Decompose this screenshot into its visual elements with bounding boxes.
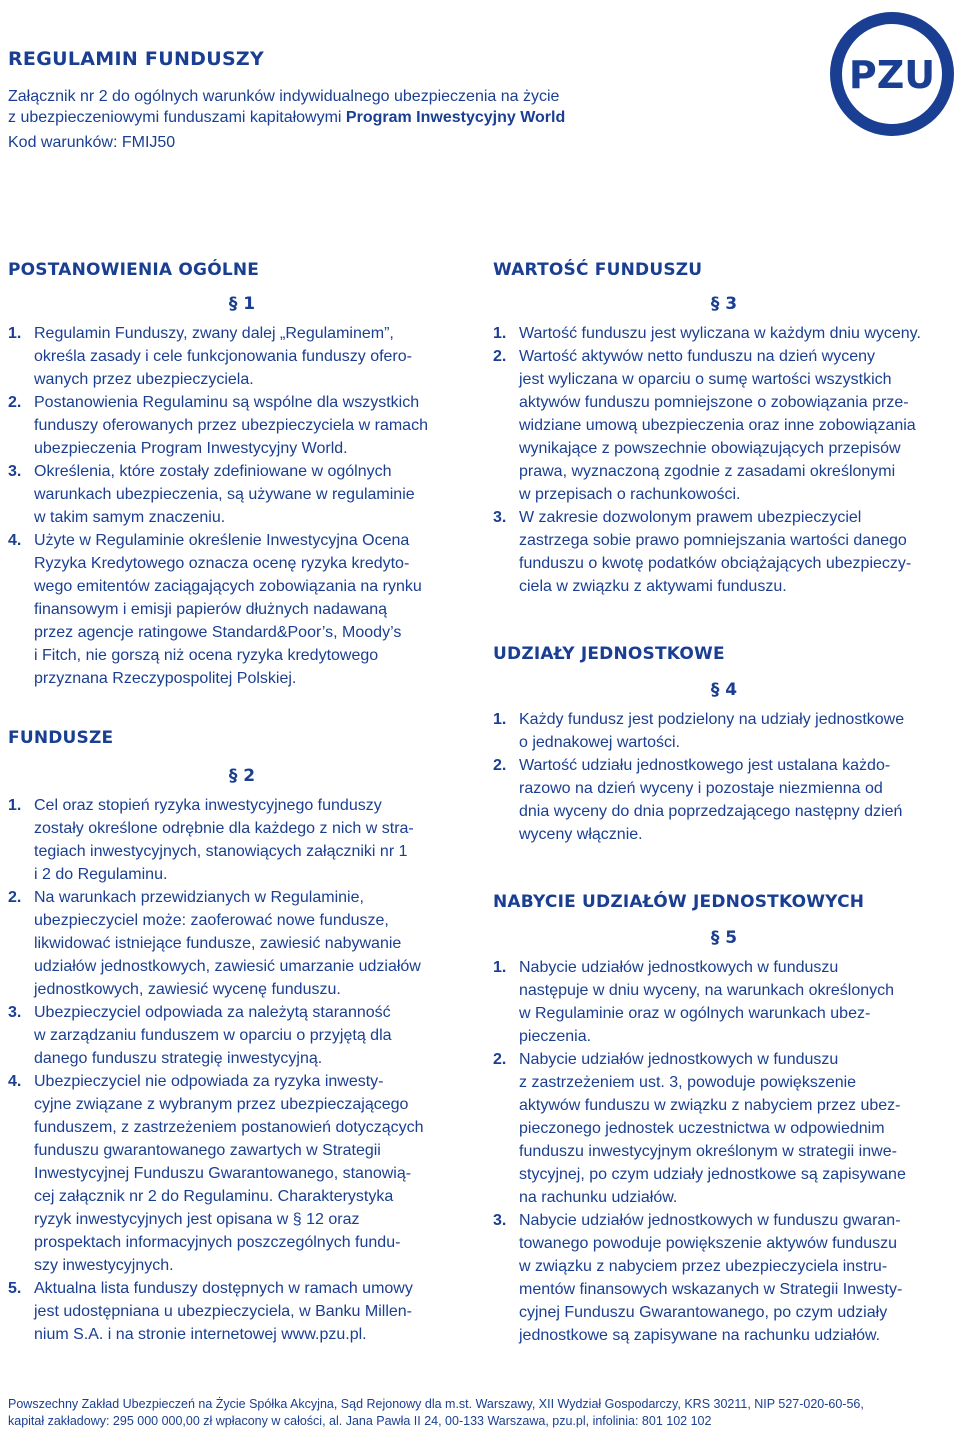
item-number: 1. bbox=[493, 711, 507, 728]
text-line: Aktualna lista funduszy dostępnych w ramach umowy bbox=[34, 1280, 413, 1297]
text-line: Ubezpieczyciel odpowiada za należytą staranność bbox=[34, 1004, 391, 1021]
item-text bbox=[34, 322, 476, 391]
left-column bbox=[8, 258, 476, 1346]
section-acquisition-of-units bbox=[493, 890, 955, 1347]
section-unit-shares bbox=[493, 642, 955, 846]
list-item bbox=[8, 886, 476, 1001]
item-number: 3. bbox=[8, 463, 22, 480]
section-heading: WARTOŚĆ FUNDUSZU bbox=[493, 260, 703, 280]
paragraph-mark: § 1 bbox=[228, 294, 256, 314]
subtitle-line-2 bbox=[8, 107, 808, 128]
list-item bbox=[8, 1001, 476, 1070]
text-line: stycyjnej, po czym udziały jednostkowe są zapisywane bbox=[519, 1166, 906, 1183]
text-line: wanych przez ubezpieczyciela. bbox=[34, 371, 254, 388]
text-line: przyznana Rzeczypospolitej Polskiej. bbox=[34, 670, 297, 687]
fund-value-list bbox=[493, 322, 955, 598]
subtitle-line-2-prefix: z ubezpieczeniowymi funduszami kapitałowymi bbox=[8, 109, 346, 126]
text-line: jest udostępniana u ubezpieczyciela, w Banku Millen- bbox=[34, 1303, 412, 1320]
list-item bbox=[493, 708, 955, 754]
paragraph-mark: § 5 bbox=[710, 928, 738, 948]
text-line: prawa, wyznaczoną zgodnie z zasadami określonymi bbox=[519, 463, 896, 480]
text-line: i Fitch, nie gorszą niż ocena ryzyka kredytowego bbox=[34, 647, 379, 664]
item-text bbox=[34, 1277, 476, 1346]
list-item bbox=[493, 956, 955, 1048]
text-line: aktywów funduszu w związku z nabyciem przez ubez- bbox=[519, 1097, 901, 1114]
item-number: 4. bbox=[8, 532, 22, 549]
text-line: Wartość aktywów netto funduszu na dzień wyceny bbox=[519, 348, 876, 365]
text-line: zastrzega sobie prawo pomniejszania wartości danego bbox=[519, 532, 907, 549]
text-line: cej załącznik nr 2 do Regulaminu. Charakterystyka bbox=[34, 1188, 394, 1205]
item-number: 4. bbox=[8, 1073, 22, 1090]
text-line: ubezpieczyciel może: zaoferować nowe fundusze, bbox=[34, 912, 389, 929]
item-text bbox=[34, 1001, 476, 1070]
subtitle-line-1: Załącznik nr 2 do ogólnych warunków indywidualnego ubezpieczenia na życie bbox=[8, 88, 560, 105]
text-line: na rachunku udziałów. bbox=[519, 1189, 678, 1206]
document-header bbox=[8, 48, 808, 153]
item-text bbox=[34, 460, 476, 529]
text-line: Ryzyka Kredytowego oznacza ocenę ryzyka kredyto- bbox=[34, 555, 410, 572]
list-item bbox=[8, 1277, 476, 1346]
list-item bbox=[8, 794, 476, 886]
list-item bbox=[493, 1048, 955, 1209]
text-line: szy inwestycyjnych. bbox=[34, 1257, 174, 1274]
text-line: jednostkowych, zawiesić wycenę funduszu. bbox=[34, 981, 341, 998]
text-line: wynikające z powszechnie obowiązujących przepisów bbox=[519, 440, 901, 457]
company-footer bbox=[8, 1396, 958, 1430]
item-text bbox=[34, 529, 476, 690]
item-text bbox=[519, 1209, 955, 1347]
text-line: funduszy oferowanych przez ubezpieczyciela w ramach bbox=[34, 417, 428, 434]
text-line: likwidować istniejące fundusze, zawiesić nabywanie bbox=[34, 935, 402, 952]
item-number: 2. bbox=[8, 394, 22, 411]
section-general-provisions bbox=[8, 258, 476, 690]
footer-line-2: kapitał zakładowy: 295 000 000,00 zł wpłacony w całości, al. Jana Pawła II 24, 00-133 Warszawa, pzu.pl, infolinia: 801 102 102 bbox=[8, 1414, 712, 1428]
footer-line-1: Powszechny Zakład Ubezpieczeń na Życie Spółka Akcyjna, Sąd Rejonowy dla m.st. Warszawy, XII Wydział Gospodarczy, KRS 30211, NIP 527-020-60-56, bbox=[8, 1397, 864, 1411]
section-heading: NABYCIE UDZIAŁÓW JEDNOSTKOWYCH bbox=[493, 892, 865, 912]
text-line: jednostkowe są zapisywane na rachunku udziałów. bbox=[519, 1327, 881, 1344]
text-line: tegiach inwestycyjnych, stanowiących załączniki nr 1 bbox=[34, 843, 408, 860]
item-text bbox=[519, 1048, 955, 1209]
text-line: dnia wyceny do dnia poprzedzającego następny dzień bbox=[519, 803, 903, 820]
conditions-code: Kod warunków: FMIJ50 bbox=[8, 134, 176, 151]
list-item bbox=[493, 506, 955, 598]
text-line: w związku z nabyciem przez ubezpieczyciela instru- bbox=[519, 1258, 888, 1275]
text-line: ciela w związku z aktywami funduszu. bbox=[519, 578, 787, 595]
text-line: określa zasady i cele funkcjonowania funduszy ofero- bbox=[34, 348, 412, 365]
item-number: 3. bbox=[8, 1004, 22, 1021]
text-line: Nabycie udziałów jednostkowych w funduszu bbox=[519, 1051, 839, 1068]
text-line: udziałów jednostkowych, zawiesić umarzanie udziałów bbox=[34, 958, 421, 975]
text-line: w przepisach o rachunkowości. bbox=[519, 486, 741, 503]
item-text bbox=[34, 1070, 476, 1277]
list-item bbox=[493, 754, 955, 846]
text-line: zostały określone odrębnie dla każdego z nich w stra- bbox=[34, 820, 414, 837]
list-item bbox=[8, 529, 476, 690]
paragraph-mark: § 2 bbox=[228, 766, 256, 786]
item-text bbox=[34, 794, 476, 886]
text-line: o jednakowej wartości. bbox=[519, 734, 680, 751]
text-line: Nabycie udziałów jednostkowych w funduszu gwaran- bbox=[519, 1212, 901, 1229]
text-line: Użyte w Regulaminie określenie Inwestycyjna Ocena bbox=[34, 532, 410, 549]
text-line: ubezpieczenia Program Inwestycyjny World. bbox=[34, 440, 348, 457]
text-line: następuje w dniu wyceny, na warunkach określonych bbox=[519, 982, 895, 999]
paragraph-mark: § 4 bbox=[710, 680, 738, 700]
text-line: pieczenia. bbox=[519, 1028, 592, 1045]
item-number: 3. bbox=[493, 1212, 507, 1229]
text-line: funduszem, z zastrzeżeniem postanowień dotyczących bbox=[34, 1119, 424, 1136]
text-line: Określenia, które zostały zdefiniowane w ogólnych bbox=[34, 463, 392, 480]
list-item bbox=[8, 460, 476, 529]
item-text bbox=[34, 886, 476, 1001]
text-line: Regulamin Funduszy, zwany dalej „Regulaminem”, bbox=[34, 325, 394, 342]
list-item bbox=[8, 391, 476, 460]
provisions-list bbox=[8, 322, 476, 690]
section-fund-value bbox=[493, 258, 955, 598]
right-column bbox=[493, 258, 955, 1347]
list-item bbox=[493, 345, 955, 506]
item-text bbox=[519, 345, 955, 506]
item-number: 1. bbox=[8, 797, 22, 814]
text-line: wyceny włącznie. bbox=[519, 826, 643, 843]
text-line: mentów finansowych wskazanych w Strategii Inwesty- bbox=[519, 1281, 903, 1298]
list-item bbox=[8, 1070, 476, 1277]
item-number: 5. bbox=[8, 1280, 22, 1297]
item-number: 2. bbox=[493, 348, 507, 365]
section-heading: UDZIAŁY JEDNOSTKOWE bbox=[493, 644, 725, 664]
item-number: 2. bbox=[493, 757, 507, 774]
text-line: warunkach ubezpieczenia, są używane w regulaminie bbox=[34, 486, 415, 503]
text-line: cyjnej Funduszu Gwarantowanego, po czym udziały bbox=[519, 1304, 888, 1321]
text-line: Inwestycyjnej Funduszu Gwarantowanego, stanowią- bbox=[34, 1165, 412, 1182]
text-line: funduszu gwarantowanego zawartych w Strategii bbox=[34, 1142, 381, 1159]
item-number: 3. bbox=[493, 509, 507, 526]
text-line: Wartość funduszu jest wyliczana w każdym dniu wyceny. bbox=[519, 325, 921, 342]
list-item bbox=[493, 1209, 955, 1347]
paragraph-mark: § 3 bbox=[710, 294, 738, 314]
unit-shares-list bbox=[493, 708, 955, 846]
funds-list bbox=[8, 794, 476, 1346]
section-heading: FUNDUSZE bbox=[8, 728, 114, 748]
text-line: z zastrzeżeniem ust. 3, powoduje powiększenie bbox=[519, 1074, 857, 1091]
list-item bbox=[8, 322, 476, 391]
text-line: funduszu inwestycyjnym określonym w strategii inwe- bbox=[519, 1143, 897, 1160]
item-text bbox=[519, 322, 955, 345]
text-line: ryzyk inwestycyjnych jest opisana w § 12 oraz bbox=[34, 1211, 360, 1228]
text-line: danego funduszu strategię inwestycyjną. bbox=[34, 1050, 323, 1067]
text-line: wego emitentów zaciągających zobowiązania na rynku bbox=[34, 578, 422, 595]
section-heading: POSTANOWIENIA OGÓLNE bbox=[8, 260, 260, 280]
text-line: towanego powoduje powiększenie aktywów funduszu bbox=[519, 1235, 898, 1252]
text-line: Na warunkach przewidzianych w Regulaminie, bbox=[34, 889, 364, 906]
document-title: REGULAMIN FUNDUSZY bbox=[8, 48, 265, 70]
text-line: jest wyliczana w oparciu o sumę wartości wszystkich bbox=[519, 371, 892, 388]
text-line: przez agencje ratingowe Standard&Poor’s, Moody’s bbox=[34, 624, 402, 641]
text-line: Każdy fundusz jest podzielony na udziały jednostkowe bbox=[519, 711, 905, 728]
item-text bbox=[34, 391, 476, 460]
text-line: finansowym i emisji papierów dłużnych nadawaną bbox=[34, 601, 388, 618]
item-text bbox=[519, 956, 955, 1048]
pzu-logo-text: PZU bbox=[848, 53, 936, 97]
item-number: 1. bbox=[493, 959, 507, 976]
text-line: Ubezpieczyciel nie odpowiada za ryzyka inwesty- bbox=[34, 1073, 384, 1090]
text-line: prospektach informacyjnych poszczególnych fundu- bbox=[34, 1234, 401, 1251]
text-line: i 2 do Regulaminu. bbox=[34, 866, 168, 883]
text-line: w takim samym znaczeniu. bbox=[34, 509, 226, 526]
item-number: 1. bbox=[8, 325, 22, 342]
pzu-logo bbox=[828, 10, 956, 138]
text-line: cyjne związane z wybranym przez ubezpieczającego bbox=[34, 1096, 409, 1113]
text-line: Wartość udziału jednostkowego jest ustalana każdo- bbox=[519, 757, 891, 774]
text-line: widziane umową ubezpieczenia oraz inne zobowiązania bbox=[519, 417, 916, 434]
text-line: funduszu o kwotę podatków obciążających ubezpieczy- bbox=[519, 555, 912, 572]
text-line: pieczonego jednostek uczestnictwa w odpowiednim bbox=[519, 1120, 885, 1137]
text-line: Cel oraz stopień ryzyka inwestycyjnego funduszy bbox=[34, 797, 382, 814]
text-line: W zakresie dozwolonym prawem ubezpieczyciel bbox=[519, 509, 862, 526]
item-text bbox=[519, 506, 955, 598]
text-line: razowo na dzień wyceny i pozostaje niezmienna od bbox=[519, 780, 883, 797]
text-line: w zarządzaniu funduszem w oparciu o przyjętą dla bbox=[34, 1027, 392, 1044]
text-line: Nabycie udziałów jednostkowych w funduszu bbox=[519, 959, 839, 976]
item-number: 1. bbox=[493, 325, 507, 342]
list-item bbox=[493, 322, 955, 345]
section-funds bbox=[8, 726, 476, 1346]
text-line: Postanowienia Regulaminu są wspólne dla wszystkich bbox=[34, 394, 420, 411]
item-text bbox=[519, 754, 955, 846]
text-line: w Regulaminie oraz w ogólnych warunkach ubez- bbox=[519, 1005, 871, 1022]
text-line: nium S.A. i na stronie internetowej www.pzu.pl. bbox=[34, 1326, 367, 1343]
item-number: 2. bbox=[8, 889, 22, 906]
item-number: 2. bbox=[493, 1051, 507, 1068]
text-line: aktywów funduszu pomniejszone o zobowiązania prze- bbox=[519, 394, 909, 411]
product-name: Program Inwestycyjny World bbox=[345, 109, 566, 126]
acquisition-list bbox=[493, 956, 955, 1347]
item-text bbox=[519, 708, 955, 754]
